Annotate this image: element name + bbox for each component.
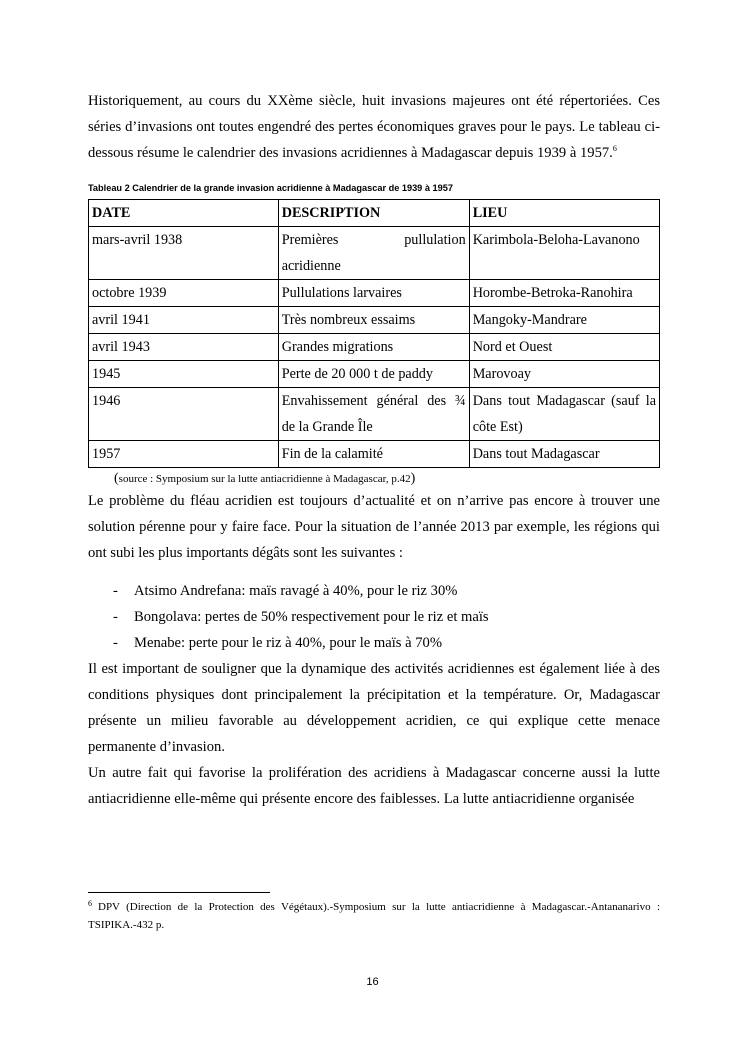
cell-lieu: Dans tout Madagascar	[469, 441, 659, 468]
list-item-text: Bongolava: pertes de 50% respectivement pour le riz et maïs	[134, 609, 489, 625]
cell-date: mars-avril 1938	[89, 227, 279, 280]
cell-lieu: Mangoky-Mandrare	[469, 307, 659, 334]
cell-date: 1957	[89, 441, 279, 468]
table-caption: Tableau 2 Calendrier de la grande invasion acridienne à Madagascar de 1939 à 1957	[88, 183, 453, 193]
cell-lieu: Horombe-Betroka-Ranohira	[469, 280, 659, 307]
cell-description: Pullulations larvaires	[278, 280, 469, 307]
footnote-number: 6	[88, 899, 92, 908]
table-row	[89, 280, 660, 307]
cell-date: octobre 1939	[89, 280, 279, 307]
cell-lieu: Nord et Ouest	[469, 334, 659, 361]
paragraph-antiacridian-fight: Un autre fait qui favorise la prolifération des acridiens à Madagascar concerne aussi la lutte antiacridienne elle-même qui présente encore des faiblesses. La lutte antiacridienne organisée	[88, 765, 660, 807]
cell-date: avril 1943	[89, 334, 279, 361]
cell-description: Grandes migrations	[278, 334, 469, 361]
table-row	[89, 361, 660, 388]
bullet-dash: -	[113, 583, 118, 599]
invasion-calendar-table	[88, 199, 660, 468]
page-number: 16	[366, 976, 379, 988]
cell-date: avril 1941	[89, 307, 279, 334]
cell-lieu: Dans tout Madagascar (sauf la côte Est)	[469, 388, 659, 441]
list-item-text: Menabe: perte pour le riz à 40%, pour le maïs à 70%	[134, 635, 442, 651]
table-row	[89, 307, 660, 334]
source-open-paren: (	[114, 471, 119, 486]
bullet-dash: -	[113, 609, 118, 625]
table-row	[89, 227, 660, 280]
cell-date: 1945	[89, 361, 279, 388]
cell-description: Premières pullulation acridienne	[278, 227, 469, 280]
regions-list	[88, 578, 660, 656]
bullet-dash: -	[113, 635, 118, 651]
cell-description: Envahissement général des ¾ de la Grande Île	[278, 388, 469, 441]
intro-paragraph-text: Historiquement, au cours du XXème siècle, huit invasions majeures ont été répertoriées. Ces séries d’invasions ont toutes engendré des pertes économiques graves pour le pays. Le tableau ci-dessous résume le calendrier des invasions acridiennes à Madagascar depuis 1939 à 1957.	[88, 93, 660, 161]
footnote-text: DPV (Direction de la Protection des Végétaux).-Symposium sur la lutte antiacridienne à Madagascar.-Antananarivo : TSIPIKA.-432 p.	[88, 901, 660, 931]
document-page	[88, 88, 660, 812]
list-item-text: Atsimo Andrefana: maïs ravagé à 40%, pour le riz 30%	[134, 583, 458, 599]
header-description: DESCRIPTION	[278, 200, 469, 227]
table-row	[89, 441, 660, 468]
intro-paragraph	[88, 88, 660, 166]
footnote-separator	[88, 892, 270, 893]
list-item	[88, 630, 660, 656]
cell-lieu: Marovoay	[469, 361, 659, 388]
header-date: DATE	[89, 200, 279, 227]
footnote-reference[interactable]: 6	[612, 144, 617, 153]
source-close-paren: )	[410, 471, 416, 486]
cell-description: Très nombreux essaims	[278, 307, 469, 334]
cell-description: Fin de la calamité	[278, 441, 469, 468]
table-header-row	[89, 200, 660, 227]
table-source	[114, 470, 660, 488]
cell-date: 1946	[89, 388, 279, 441]
header-lieu: LIEU	[469, 200, 659, 227]
list-item	[88, 604, 660, 630]
cell-lieu: Karimbola-Beloha-Lavanono	[469, 227, 659, 280]
footnote	[88, 898, 660, 934]
cell-description: Perte de 20 000 t de paddy	[278, 361, 469, 388]
paragraph-2013-situation: Le problème du fléau acridien est toujours d’actualité et on n’arrive pas encore à trouver une solution pérenne pour y faire face. Pour la situation de l’année 2013 par exemple, les régions qui ont subi les plus importants dégâts sont les suivantes :	[88, 493, 660, 561]
source-text: source : Symposium sur la lutte antiacridienne à Madagascar, p.42	[118, 473, 411, 485]
table-row	[89, 388, 660, 441]
list-item	[88, 578, 660, 604]
paragraph-physical-conditions: Il est important de souligner que la dynamique des activités acridiennes est également liée à des conditions physiques dont principalement la précipitation et la température. Or, Madagascar présente un milieu favorable au développement acridien, ce qui explique cette menace permanente d’invasion.	[88, 661, 660, 755]
table-row	[89, 334, 660, 361]
